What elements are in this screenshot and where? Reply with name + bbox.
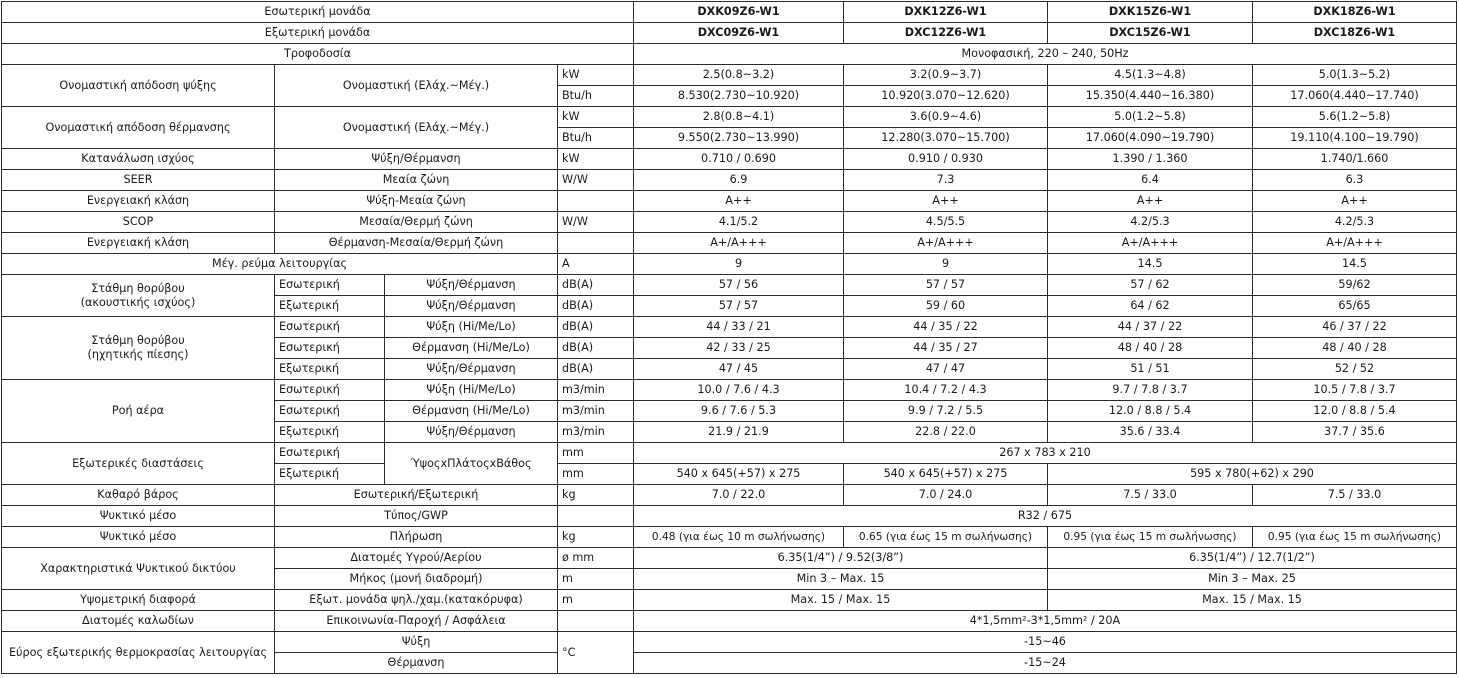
seer-1: 6.9 [634,170,844,191]
weight-2: 7.0 / 24.0 [844,485,1048,506]
piping-label: Χαρακτηριστικά Ψυκτικού δικτύου [2,548,275,590]
refrigerant-charge-2: 0.65 (για έως 15 m σωλήνωσης) [844,527,1048,548]
scop-3: 4.2/5.3 [1048,212,1253,233]
outdoor-model-1: DXC09Z6-W1 [634,23,844,44]
refrigerant-type-label: Ψυκτικό μέσο [2,506,275,527]
piping-length-small: Min 3 – Max. 15 [634,569,1048,590]
dimensions-indoor-type: Εσωτερική [275,443,385,464]
refrigerant-type-sub-label: Τύπος/GWP [275,506,558,527]
seer-label: SEER [2,170,275,191]
noise-pressure-r1-mode: Ψύξη (Hi/Me/Lo) [385,317,558,338]
row-seer [2,170,1457,191]
row-heating-kw [2,107,1457,128]
noise-power-outdoor-unit: dB(A) [558,296,634,317]
cooling-label: Ονομαστική απόδοση ψύξης [2,65,275,107]
indoor-model-1: DXK09Z6-W1 [634,2,844,23]
scop-sub-label: Μεσαία/Θερμή ζώνη [275,212,558,233]
consumption-3: 1.390 / 1.360 [1048,149,1253,170]
airflow-r3-mode: Ψύξη/Θέρμανση [385,422,558,443]
consumption-sub-label: Ψύξη/Θέρμανση [275,149,558,170]
consumption-1: 0.710 / 0.690 [634,149,844,170]
noise-pressure-r2-mode: Θέρμανση (Hi/Me/Lo) [385,338,558,359]
airflow-r2-mode: Θέρμανση (Hi/Me/Lo) [385,401,558,422]
refrigerant-charge-3: 0.95 (για έως 15 m σωλήνωσης) [1048,527,1253,548]
weight-label: Καθαρό βάρος [2,485,275,506]
refrigerant-charge-1: 0.48 (για έως 10 m σωλήνωσης) [634,527,844,548]
temp-heat-value: -15~24 [634,653,1457,674]
cooling-unit-btu: Btu/h [558,86,634,107]
outdoor-model-3: DXC15Z6-W1 [1048,23,1253,44]
noise-power-outdoor-4: 65/65 [1253,296,1457,317]
airflow-r2-1: 9.6 / 7.6 / 5.3 [634,401,844,422]
consumption-unit: kW [558,149,634,170]
noise-power-label [2,275,275,317]
row-power-supply [2,44,1457,65]
weight-4: 7.5 / 33.0 [1253,485,1457,506]
noise-pressure-label [2,317,275,380]
cooling-btu-4: 17.060(4.440~17.740) [1253,86,1457,107]
spec-table [1,1,1457,674]
max-current-4: 14.5 [1253,254,1457,275]
airflow-r3-3: 35.6 / 33.4 [1048,422,1253,443]
airflow-r2-4: 12.0 / 8.8 / 5.4 [1253,401,1457,422]
airflow-r1-type: Εσωτερική [275,380,385,401]
heating-unit-kw: kW [558,107,634,128]
airflow-r3-unit: m3/min [558,422,634,443]
refrigerant-type-value: R32 / 675 [634,506,1457,527]
row-consumption [2,149,1457,170]
scop-unit: W/W [558,212,634,233]
cables-value: 4*1,5mm²-3*1,5mm² / 20A [634,611,1457,632]
heating-unit-btu: Btu/h [558,128,634,149]
row-energy-class-cool [2,191,1457,212]
height-diff-small: Max. 15 / Max. 15 [634,590,1048,611]
cooling-btu-3: 15.350(4.440~16.380) [1048,86,1253,107]
noise-power-indoor-3: 57 / 62 [1048,275,1253,296]
noise-pressure-r1-3: 44 / 37 / 22 [1048,317,1253,338]
airflow-r3-2: 22.8 / 22.0 [844,422,1048,443]
height-diff-sub-label: Εξωτ. μονάδα ψηλ./χαμ.(κατακόρυφα) [275,590,558,611]
scop-4: 4.2/5.3 [1253,212,1457,233]
noise-pressure-r2-type: Εσωτερική [275,338,385,359]
temp-unit: °C [558,632,634,674]
outdoor-model-4: DXC18Z6-W1 [1253,23,1457,44]
noise-power-indoor-mode: Ψύξη/Θέρμανση [385,275,558,296]
cooling-sub-label: Ονομαστική (Ελάχ.~Μέγ.) [275,65,558,107]
airflow-r1-unit: m3/min [558,380,634,401]
cooling-btu-1: 8.530(2.730~10.920) [634,86,844,107]
indoor-model-3: DXK15Z6-W1 [1048,2,1253,23]
noise-pressure-r2-3: 48 / 40 / 28 [1048,338,1253,359]
noise-power-outdoor-3: 64 / 62 [1048,296,1253,317]
energy-class-cool-3: A++ [1048,191,1253,212]
piping-length-large: Min 3 – Max. 25 [1048,569,1457,590]
row-indoor-model [2,2,1457,23]
noise-power-outdoor-mode: Ψύξη/Θέρμανση [385,296,558,317]
noise-pressure-label-line1: Στάθμη θορύβου [91,334,185,347]
dimensions-outdoor-1: 540 x 645(+57) x 275 [634,464,844,485]
heating-kw-4: 5.6(1.2~5.8) [1253,107,1457,128]
noise-pressure-r2-unit: dB(A) [558,338,634,359]
heating-btu-2: 12.280(3.070~15.700) [844,128,1048,149]
dimensions-label: Εξωτερικές διαστάσεις [2,443,275,485]
power-supply-label: Τροφοδοσία [2,44,634,65]
seer-unit: W/W [558,170,634,191]
heating-kw-3: 5.0(1.2~5.8) [1048,107,1253,128]
energy-class-cool-4: A++ [1253,191,1457,212]
airflow-r2-3: 12.0 / 8.8 / 5.4 [1048,401,1253,422]
noise-power-indoor-4: 59/62 [1253,275,1457,296]
dimensions-indoor-unit: mm [558,443,634,464]
airflow-r3-4: 37.7 / 35.6 [1253,422,1457,443]
row-outdoor-model [2,23,1457,44]
refrigerant-type-unit [558,506,634,527]
height-diff-large: Max. 15 / Max. 15 [1048,590,1457,611]
row-noise-pressure-indoor-cool [2,317,1457,338]
noise-pressure-r1-4: 46 / 37 / 22 [1253,317,1457,338]
energy-class-cool-label: Ενεργειακή κλάση [2,191,275,212]
heating-sub-label: Ονομαστική (Ελάχ.~Μέγ.) [275,107,558,149]
row-airflow-indoor-cool [2,380,1457,401]
piping-length-label: Μήκος (μονή διαδρομή) [275,569,558,590]
seer-sub-label: Μεαία ζώνη [275,170,558,191]
dimensions-indoor-value: 267 x 783 x 210 [634,443,1457,464]
noise-pressure-r1-type: Εσωτερική [275,317,385,338]
cooling-btu-2: 10.920(3.070~12.620) [844,86,1048,107]
noise-power-outdoor-2: 59 / 60 [844,296,1048,317]
consumption-2: 0.910 / 0.930 [844,149,1048,170]
refrigerant-charge-sub-label: Πλήρωση [275,527,558,548]
airflow-r3-type: Εξωτερική [275,422,385,443]
noise-pressure-r2-2: 44 / 35 / 27 [844,338,1048,359]
noise-pressure-r1-1: 44 / 33 / 21 [634,317,844,338]
row-max-current [2,254,1457,275]
weight-sub-label: Εσωτερική/Εξωτερική [275,485,558,506]
airflow-r1-4: 10.5 / 7.8 / 3.7 [1253,380,1457,401]
height-diff-label: Υψομετρική διαφορά [2,590,275,611]
temp-heat-label: Θέρμανση [275,653,558,674]
row-refrigerant-type [2,506,1457,527]
cooling-kw-1: 2.5(0.8~3.2) [634,65,844,86]
max-current-2: 9 [844,254,1048,275]
heating-label: Ονομαστική απόδοση θέρμανσης [2,107,275,149]
cooling-unit-kw: kW [558,65,634,86]
noise-power-indoor-1: 57 / 56 [634,275,844,296]
noise-pressure-r3-2: 47 / 47 [844,359,1048,380]
max-current-1: 9 [634,254,844,275]
energy-class-heat-2: A+/A+++ [844,233,1048,254]
power-supply-value: Μονοφασική, 220 – 240, 50Hz [634,44,1457,65]
energy-class-heat-unit [558,233,634,254]
noise-power-outdoor-1: 57 / 57 [634,296,844,317]
noise-power-label-line2: (ακουστικής ισχύος) [80,295,196,309]
airflow-label: Ροή αέρα [2,380,275,443]
weight-3: 7.5 / 33.0 [1048,485,1253,506]
airflow-r2-unit: m3/min [558,401,634,422]
noise-pressure-r3-1: 47 / 45 [634,359,844,380]
row-dimensions-indoor [2,443,1457,464]
piping-length-unit: m [558,569,634,590]
consumption-label: Κατανάλωση ισχύος [2,149,275,170]
dimensions-outdoor-2: 540 x 645(+57) x 275 [844,464,1048,485]
row-noise-power-indoor [2,275,1457,296]
noise-pressure-r3-type: Εξωτερική [275,359,385,380]
heating-kw-2: 3.6(0.9~4.6) [844,107,1048,128]
noise-pressure-r3-mode: Ψύξη/Θέρμανση [385,359,558,380]
row-weight [2,485,1457,506]
refrigerant-charge-unit: kg [558,527,634,548]
energy-class-cool-unit [558,191,634,212]
row-piping-diameter [2,548,1457,569]
dimensions-sub-label: ΎψοςxΠλάτοςxΒάθος [385,443,558,485]
energy-class-cool-2: A++ [844,191,1048,212]
noise-pressure-r2-1: 42 / 33 / 25 [634,338,844,359]
row-cooling-kw [2,65,1457,86]
refrigerant-charge-label: Ψυκτικό μέσο [2,527,275,548]
scop-1: 4.1/5.2 [634,212,844,233]
noise-pressure-r1-2: 44 / 35 / 22 [844,317,1048,338]
temp-cool-value: -15~46 [634,632,1457,653]
cooling-kw-3: 4.5(1.3~4.8) [1048,65,1253,86]
temp-range-label: Εύρος εξωτερικής θερμοκρασίας λειτουργίας [2,632,275,674]
cooling-kw-2: 3.2(0.9~3.7) [844,65,1048,86]
noise-pressure-r1-unit: dB(A) [558,317,634,338]
noise-power-outdoor-type: Εξωτερική [275,296,385,317]
airflow-r2-type: Εσωτερική [275,401,385,422]
energy-class-cool-sub-label: Ψύξη-Μεαία ζώνη [275,191,558,212]
heating-kw-1: 2.8(0.8~4.1) [634,107,844,128]
cooling-kw-4: 5.0(1.3~5.2) [1253,65,1457,86]
airflow-r3-1: 21.9 / 21.9 [634,422,844,443]
piping-diameter-large: 6.35(1/4”) / 12.7(1/2”) [1048,548,1457,569]
seer-2: 7.3 [844,170,1048,191]
refrigerant-charge-4: 0.95 (για έως 15 m σωλήνωσης) [1253,527,1457,548]
noise-power-indoor-unit: dB(A) [558,275,634,296]
energy-class-heat-4: A+/A+++ [1253,233,1457,254]
temp-cool-label: Ψύξη [275,632,558,653]
dimensions-outdoor-type: Εξωτερική [275,464,385,485]
cables-label: Διατομές καλωδίων [2,611,275,632]
outdoor-unit-label: Εξωτερική μονάδα [2,23,634,44]
noise-pressure-r3-3: 51 / 51 [1048,359,1253,380]
noise-power-label-line1: Στάθμη θορύβου [91,281,185,295]
energy-class-cool-1: A++ [634,191,844,212]
dimensions-outdoor-unit: mm [558,464,634,485]
airflow-r1-mode: Ψύξη (Hi/Me/Lo) [385,380,558,401]
energy-class-heat-3: A+/A+++ [1048,233,1253,254]
noise-power-indoor-type: Εσωτερική [275,275,385,296]
cables-sub-label: Επικοινωνία-Παροχή / Ασφάλεια [275,611,558,632]
noise-pressure-label-line2: (ηχητικής πίεσης) [87,348,189,361]
cables-unit [558,611,634,632]
scop-label: SCOP [2,212,275,233]
noise-pressure-r3-unit: dB(A) [558,359,634,380]
airflow-r1-3: 9.7 / 7.8 / 3.7 [1048,380,1253,401]
row-scop [2,212,1457,233]
heating-btu-4: 19.110(4.100~19.790) [1253,128,1457,149]
piping-diameter-small: 6.35(1/4”) / 9.52(3/8”) [634,548,1048,569]
airflow-r1-2: 10.4 / 7.2 / 4.3 [844,380,1048,401]
seer-4: 6.3 [1253,170,1457,191]
indoor-model-4: DXK18Z6-W1 [1253,2,1457,23]
airflow-r2-2: 9.9 / 7.2 / 5.5 [844,401,1048,422]
energy-class-heat-1: A+/A+++ [634,233,844,254]
noise-pressure-r2-4: 48 / 40 / 28 [1253,338,1457,359]
row-refrigerant-charge [2,527,1457,548]
row-cables [2,611,1457,632]
indoor-unit-label: Εσωτερική μονάδα [2,2,634,23]
max-current-unit: A [558,254,634,275]
weight-1: 7.0 / 22.0 [634,485,844,506]
heating-btu-3: 17.060(4.090~19.790) [1048,128,1253,149]
scop-2: 4.5/5.5 [844,212,1048,233]
seer-3: 6.4 [1048,170,1253,191]
piping-diameter-label: Διατομές Υγρού/Αερίου [275,548,558,569]
max-current-3: 14.5 [1048,254,1253,275]
max-current-label: Μέγ. ρεύμα λειτουργίας [2,254,558,275]
energy-class-heat-label: Ενεργειακή κλάση [2,233,275,254]
row-temp-cool [2,632,1457,653]
row-energy-class-heat [2,233,1457,254]
heating-btu-1: 9.550(2.730~13.990) [634,128,844,149]
consumption-4: 1.740/1.660 [1253,149,1457,170]
noise-pressure-r3-4: 52 / 52 [1253,359,1457,380]
dimensions-outdoor-3: 595 x 780(+62) x 290 [1048,464,1457,485]
energy-class-heat-sub-label: Θέρμανση-Μεσαία/Θερμή ζώνη [275,233,558,254]
indoor-model-2: DXK12Z6-W1 [844,2,1048,23]
piping-diameter-unit: ø mm [558,548,634,569]
weight-unit: kg [558,485,634,506]
airflow-r1-1: 10.0 / 7.6 / 4.3 [634,380,844,401]
noise-power-indoor-2: 57 / 57 [844,275,1048,296]
height-diff-unit: m [558,590,634,611]
row-height-diff [2,590,1457,611]
outdoor-model-2: DXC12Z6-W1 [844,23,1048,44]
